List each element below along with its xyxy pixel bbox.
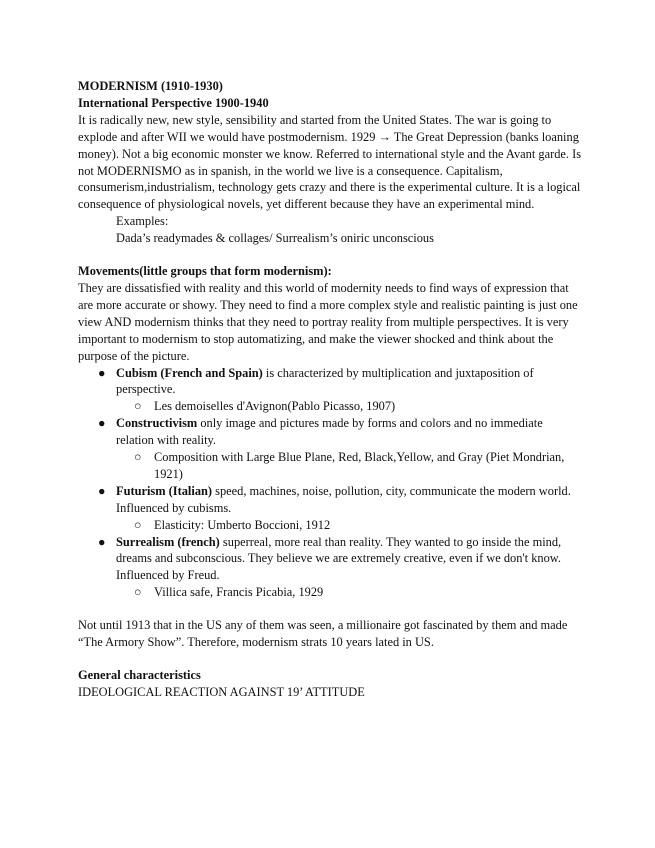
example-text: Villica safe, Francis Picabia, 1929 <box>154 585 324 600</box>
circle-bullet-icon: ○ <box>134 450 142 465</box>
general-heading: General characteristics <box>78 668 201 682</box>
movement-item-futurism <box>78 483 583 534</box>
movement-examples <box>116 584 583 601</box>
movement-examples <box>116 449 583 483</box>
example-text: Elasticity: Umberto Boccioni, 1912 <box>154 517 331 532</box>
circle-bullet-icon: ○ <box>134 585 142 600</box>
examples-label: Examples: <box>116 214 169 229</box>
document-body <box>78 78 583 701</box>
examples-text: Dada’s readymades & collages/ Surrealism’s oniric unconscious <box>116 231 434 246</box>
movement-name: Constructivism <box>116 416 198 431</box>
general-text: IDEOLOGICAL REACTION AGAINST 19’ ATTITUDE <box>78 684 365 699</box>
movement-name: Cubism (French and Spain) <box>116 365 263 380</box>
movement-example <box>116 517 583 534</box>
movement-item-constructivism <box>78 415 583 483</box>
movement-name: Futurism (Italian) <box>116 483 213 498</box>
movement-example <box>116 584 583 601</box>
movement-examples <box>116 398 583 415</box>
circle-bullet-icon: ○ <box>134 517 142 532</box>
circle-bullet-icon: ○ <box>134 399 142 414</box>
document-subtitle: International Perspective 1900-1940 <box>78 95 269 110</box>
paragraph-spacer <box>78 247 583 263</box>
bullet-icon: ● <box>98 365 106 380</box>
bullet-icon: ● <box>98 416 106 431</box>
movement-description: only image and pictures made by forms and colors and no immediate relation with reality. <box>116 416 543 448</box>
movement-examples <box>116 517 583 534</box>
bullet-icon: ● <box>98 534 106 549</box>
movement-item-surrealism <box>78 534 583 602</box>
movements-list <box>78 365 583 602</box>
movement-description: speed, machines, noise, pollution, city, communicate the modern world. Influenced by cubisms. <box>116 483 571 515</box>
paragraph-spacer <box>78 601 583 617</box>
paragraph-spacer <box>78 651 583 667</box>
armory-paragraph: Not until 1913 that in the US any of them was seen, a millionaire got fascinated by them and made “The Armory Show”. Therefore, modernism strats 10 years lated in US. <box>78 618 568 650</box>
example-text: Les demoiselles d'Avignon(Pablo Picasso, 1907) <box>154 399 396 414</box>
movement-description: superreal, more real than reality. They wanted to go inside the mind, dreams and subconscious. They believe we are extremely creative, even if we don't know. Influenced by Freud. <box>116 534 562 583</box>
movement-item-cubism <box>78 365 583 416</box>
movements-intro: They are dissatisfied with reality and this world of modernity needs to find ways of expression that are more accurate or showy. They need to find a more complex style and realistic painting is just one view AND modernism thinks that they need to portray reality from multiple perspectives. It is very important to modernism to stop automatizing, and make the viewer shocked and think about the purpose of the picture. <box>78 280 578 363</box>
movement-example <box>116 398 583 415</box>
movements-heading: Movements(little groups that form modernism): <box>78 264 332 279</box>
example-text: Composition with Large Blue Plane, Red, Black,Yellow, and Gray (Piet Mondrian, 1921) <box>154 450 565 481</box>
intro-paragraph: It is radically new, new style, sensibility and started from the United States. The war is going to explode and after WII we would have postmodernism. 1929 → The Great Depression (banks loaning money). Not a big economic monster we know. Referred to international style and the Avant garde. Is not MODERNISMO as in spanish, in the world we live is a consequence. Capitalism, consumerism,industrialism, technology gets crazy and there is the experimental culture. It is a logical consequence of physiological novels, yet different because they have an experimental mind. <box>78 112 582 212</box>
movement-name: Surrealism (french) <box>116 534 220 549</box>
movement-example <box>116 449 583 483</box>
movement-description: is characterized by multiplication and juxtaposition of perspective. <box>116 365 534 397</box>
bullet-icon: ● <box>98 483 106 498</box>
document-title: MODERNISM (1910-1930) <box>78 79 223 93</box>
